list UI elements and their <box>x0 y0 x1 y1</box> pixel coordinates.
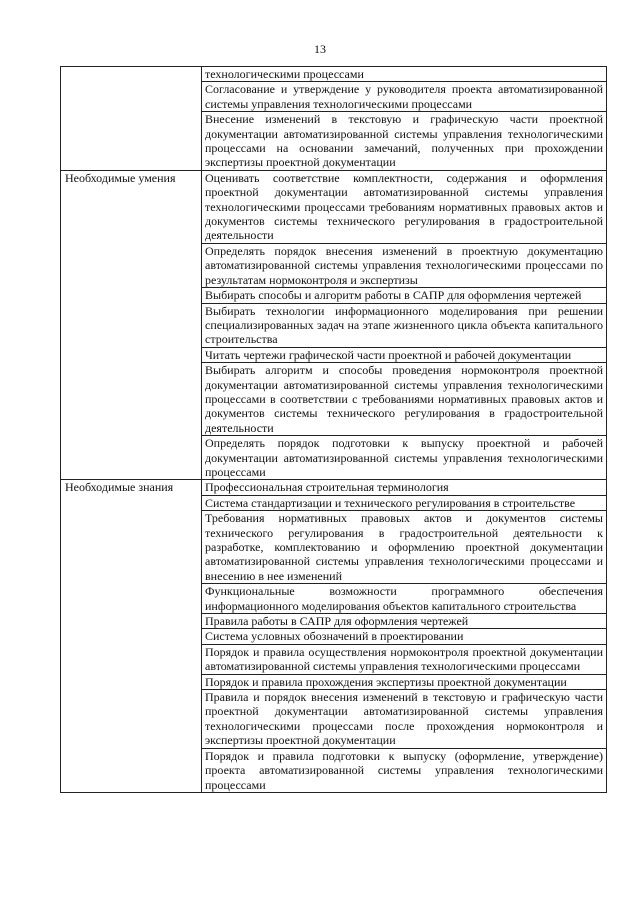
table-cell: Читать чертежи графической части проектной и рабочей документации <box>202 347 607 362</box>
table-cell: Определять порядок подготовки к выпуску проектной и рабочей документации автоматизированной системы управления технологическими процессами <box>202 436 607 480</box>
table-cell: Система условных обозначений в проектировании <box>202 629 607 644</box>
table-row <box>61 170 607 243</box>
table-cell: Правила работы в САПР для оформления чертежей <box>202 614 607 629</box>
section-label: Необходимые умения <box>61 170 202 480</box>
table-cell: технологическими процессами <box>202 67 607 82</box>
table-cell: Правила и порядок внесения изменений в текстовую и графическую части проектной документации автоматизированной системы управления технологическими процессами после прохождения нормоконтроля и экспертизы проектной документации <box>202 690 607 749</box>
table-cell: Профессиональная строительная терминология <box>202 480 607 495</box>
table-cell: Внесение изменений в текстовую и графическую части проектной документации автоматизированной системы управления технологическими процессами на основании замечаний, полученных при прохождении экспертизы проектной документации <box>202 112 607 171</box>
table-cell: Порядок и правила прохождения экспертизы проектной документации <box>202 674 607 689</box>
requirements-table <box>60 66 607 793</box>
table-cell: Оценивать соответствие комплектности, содержания и оформления проектной документации автоматизированной системы управления технологическими процессами требованиям нормативных правовых актов и документов системы технического регулирования в градостроительной деятельности <box>202 170 607 243</box>
section-label <box>61 67 202 171</box>
table-cell: Порядок и правила подготовки к выпуску (оформление, утверждение) проекта автоматизированной системы управления технологическими процессами <box>202 748 607 792</box>
table-cell: Порядок и правила осуществления нормоконтроля проектной документации автоматизированной системы управления технологическими процессами <box>202 644 607 674</box>
section-label: Необходимые знания <box>61 480 202 793</box>
table-cell: Требования нормативных правовых актов и документов системы технического регулирования в градостроительной деятельности к разработке, комплектованию и оформлению проектной документации автоматизированной системы управления технологическими процессами и внесению в нее изменений <box>202 511 607 584</box>
table-cell: Функциональные возможности программного обеспечения информационного моделирования объектов капитального строительства <box>202 584 607 614</box>
table-body <box>61 67 607 793</box>
table-cell: Определять порядок внесения изменений в проектную документацию автоматизированной системы управления технологическими процессами по результатам нормоконтроля и экспертизы <box>202 243 607 287</box>
table-cell: Выбирать технологии информационного моделирования при решении специализированных задач на этапе жизненного цикла объекта капитального строительства <box>202 303 607 347</box>
table-cell: Согласование и утверждение у руководителя проекта автоматизированной системы управления технологическими процессами <box>202 82 607 112</box>
table-row <box>61 480 607 495</box>
table-cell: Система стандартизации и технического регулирования в строительстве <box>202 495 607 510</box>
table-cell: Выбирать алгоритм и способы проведения нормоконтроля проектной документации автоматизированной системы управления технологическими процессами в соответствии с требованиями нормативных правовых актов и документов системы технического регулирования в градостроительной деятельности <box>202 363 607 436</box>
table-row <box>61 67 607 82</box>
page-number: 13 <box>314 42 326 56</box>
table-cell: Выбирать способы и алгоритм работы в САПР для оформления чертежей <box>202 288 607 303</box>
